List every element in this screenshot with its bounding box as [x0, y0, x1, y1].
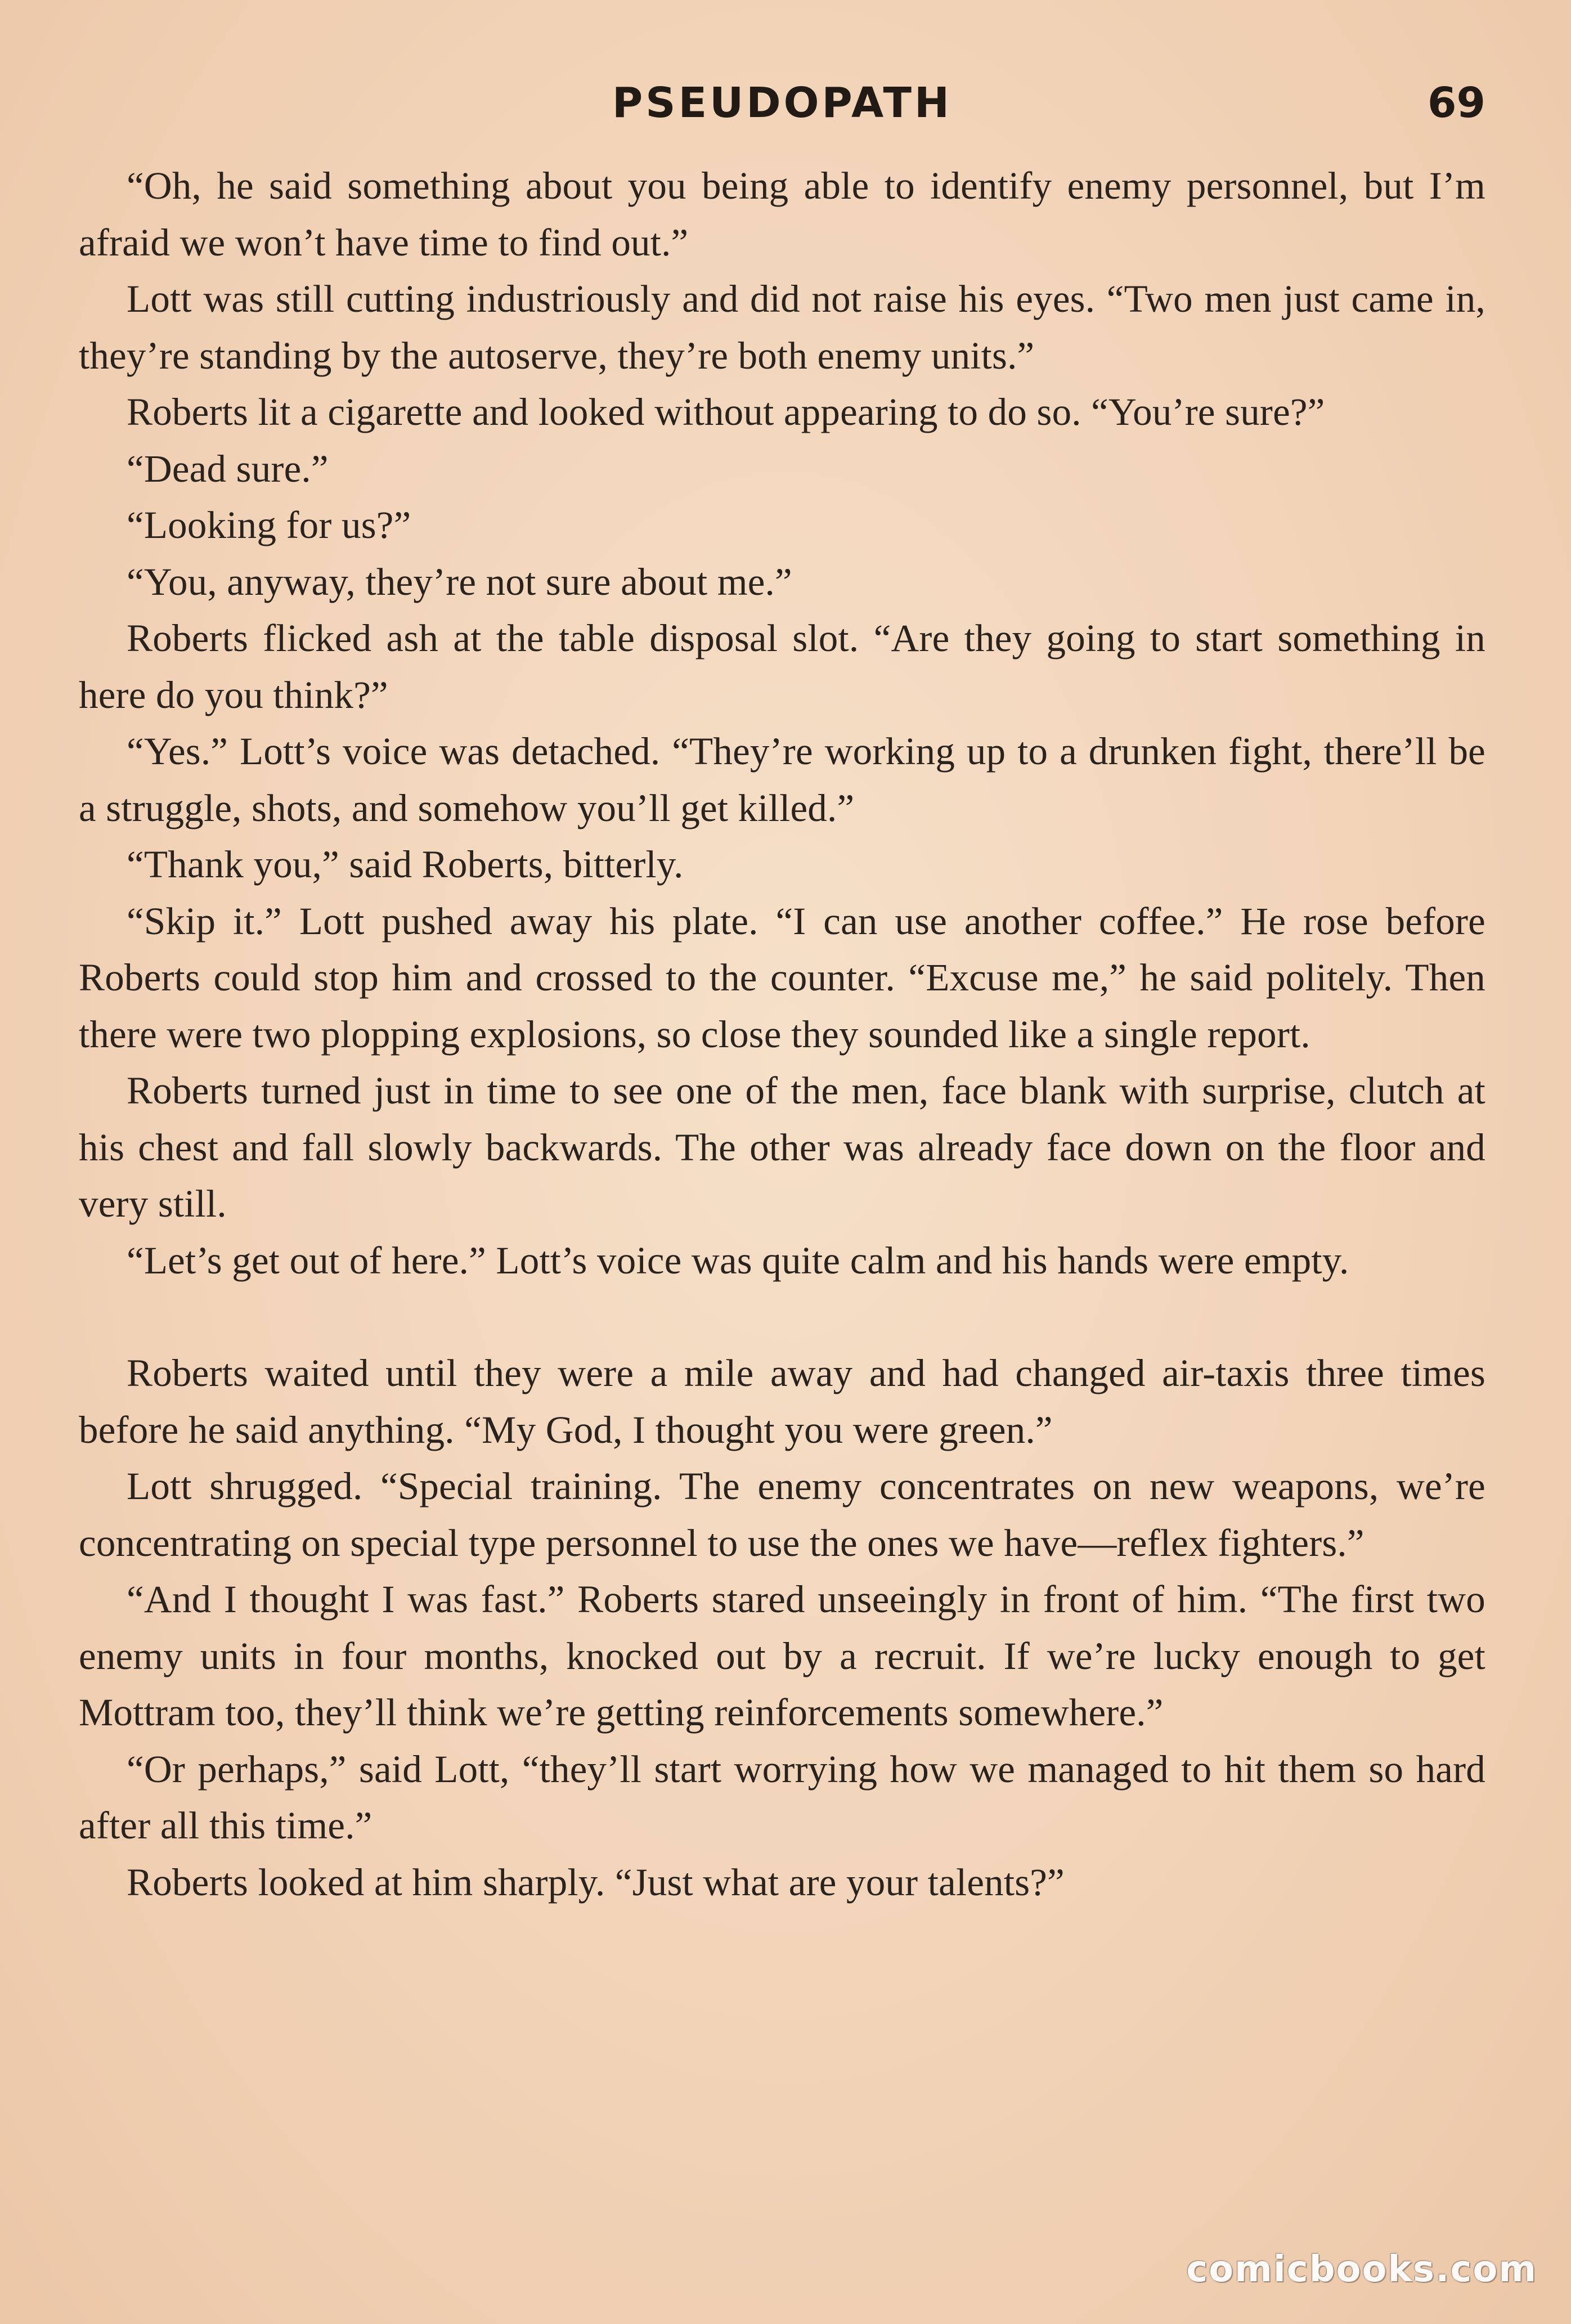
paragraph: Roberts turned just in time to see one of the men, face blank with surprise, clutch at his chest and fall slowly backwards. The other was already face down on the floor and very still. [79, 1069, 1485, 1225]
paragraph: “Thank you,” said Roberts, bitterly. [127, 843, 684, 886]
paragraph: Roberts flicked ash at the table disposal slot. “Are they going to start something in here do you think?” [79, 617, 1485, 716]
paragraph: “Let’s get out of here.” Lott’s voice was quite calm and his hands were empty. [127, 1239, 1349, 1282]
page-number: 69 [1428, 79, 1485, 127]
paragraph: Roberts lit a cigarette and looked without appearing to do so. “You’re sure?” [127, 391, 1325, 433]
page-header [79, 79, 1485, 141]
paragraph: Roberts looked at him sharply. “Just what are your talents?” [127, 1860, 1065, 1904]
paragraph: “Yes.” Lott’s voice was detached. “They’re working up to a drunken fight, there’ll be a struggle, shots, and somehow you’ll get killed.” [79, 730, 1485, 829]
section-break [79, 1289, 1485, 1345]
paragraph: “Skip it.” Lott pushed away his plate. “I can use another coffee.” He rose before Roberts could stop him and crossed to the counter. “Excuse me,” he said politely. Then there were two plopping explosions, so close they sounded like a single report. [79, 899, 1485, 1056]
running-head: PSEUDOPATH [612, 79, 952, 127]
paragraph: “Looking for us?” [127, 504, 411, 546]
body-text [79, 158, 1485, 1910]
paragraph: “You, anyway, they’re not sure about me.” [127, 560, 792, 603]
paragraph: “And I thought I was fast.” Roberts stared unseeingly in front of him. “The first two enemy units in four months, knocked out by a recruit. If we’re lucky enough to get Mottram too, they’ll think we’re getting reinforcements somewhere.” [79, 1578, 1485, 1734]
paragraph: Lott shrugged. “Special training. The enemy concentrates on new weapons, we’re concentrating on special type personnel to use the ones we have—reflex fighters.” [79, 1465, 1485, 1564]
paragraph: “Oh, he said something about you being able to identify enemy personnel, but I’m afraid we won’t have time to find out.” [79, 164, 1485, 264]
paragraph: Roberts waited until they were a mile away and had changed air-taxis three times before he said anything. “My God, I thought you were green.” [79, 1352, 1485, 1451]
paragraph: Lott was still cutting industriously and did not raise his eyes. “Two men just came in, they’re standing by the autoserve, they’re both enemy units.” [79, 277, 1485, 377]
paragraph: “Dead sure.” [127, 447, 329, 490]
paragraph: “Or perhaps,” said Lott, “they’ll start worrying how we managed to hit them so hard after all this time.” [79, 1747, 1485, 1847]
watermark: comicbooks.com [1186, 2249, 1537, 2290]
